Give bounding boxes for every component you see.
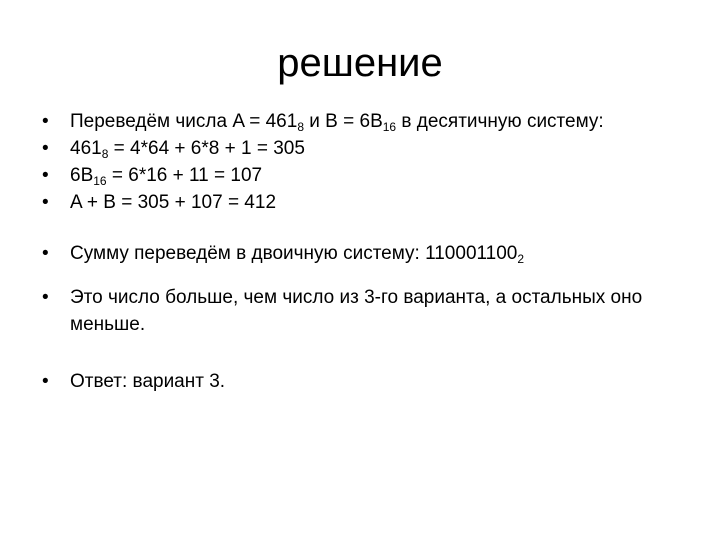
bullet-text: $461_8 = 4*64 + 6*8 + 1 = 305$ xyxy=(70,138,305,161)
bullet-text: $6B_{16} = 6*16 + 11 = 107$ xyxy=(70,165,263,188)
bullet-list xyxy=(42,108,692,395)
bullet-answer xyxy=(42,368,692,395)
slide-title: решение xyxy=(277,41,443,85)
bullet-icon: • xyxy=(42,138,49,159)
bullet-hex-calc xyxy=(42,162,692,189)
bullet-text: Ответ: вариант 3. xyxy=(70,371,226,392)
bullet-icon: • xyxy=(42,243,49,264)
bullet-icon: • xyxy=(42,287,49,308)
bullet-comparison xyxy=(42,284,692,338)
bullet-icon: • xyxy=(42,192,49,213)
bullet-binary xyxy=(42,240,692,267)
bullet-icon: • xyxy=(42,165,49,186)
bullet-text: A + B = 305 + 107 = 412 xyxy=(70,192,277,213)
bullet-icon: • xyxy=(42,111,49,132)
bullet-text: Переведём числа $A = 461_8$ и $B = 6B_{16}$ в десятичную систему: xyxy=(70,111,604,134)
bullet-sum xyxy=(42,189,692,216)
bullet-icon: • xyxy=(42,371,49,392)
bullet-text: Это число больше, чем число из 3-го варианта, а остальных оно меньше. xyxy=(70,287,643,335)
bullet-convert-intro xyxy=(42,108,692,135)
bullet-text: Сумму переведём в двоичную систему: $110001100_2$ xyxy=(70,243,525,266)
bullet-octal-calc xyxy=(42,135,692,162)
